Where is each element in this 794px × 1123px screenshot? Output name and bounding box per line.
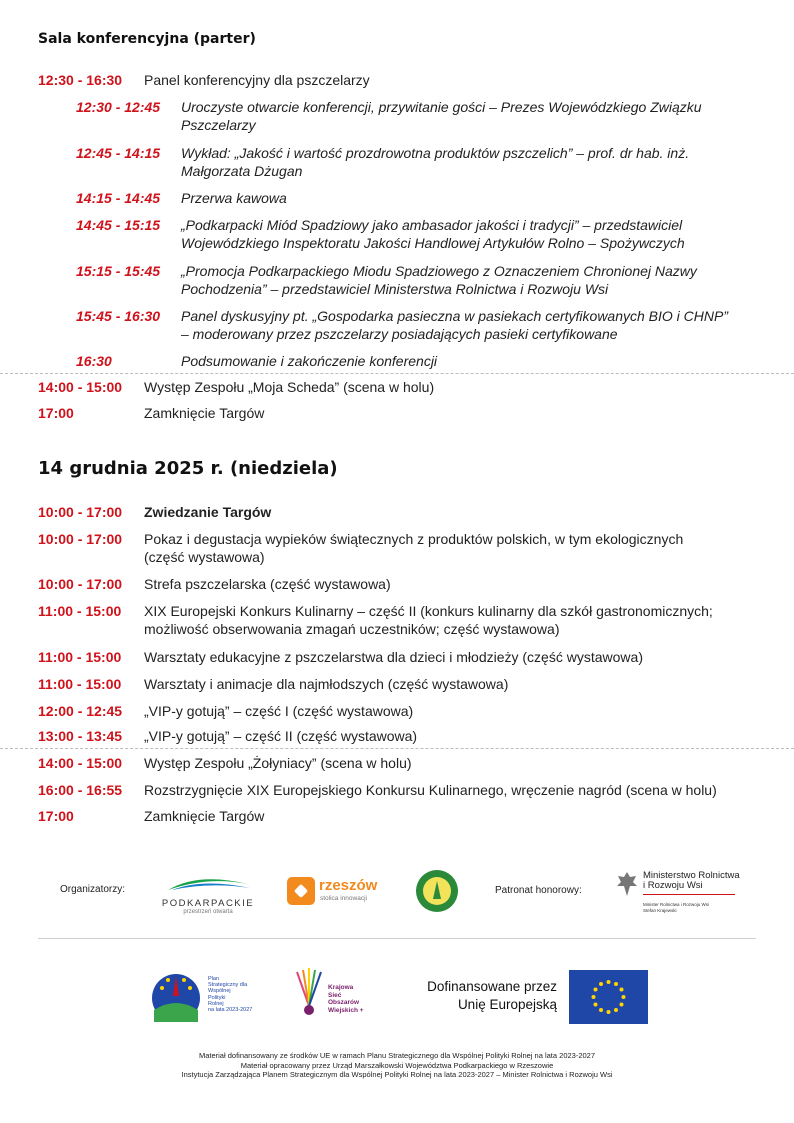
description: Panel konferencyjny dla pszczelarzy — [144, 72, 370, 88]
description: Strefa pszczelarska (część wystawowa) — [144, 576, 391, 592]
time: 16:30 — [76, 353, 112, 369]
description-line: Pokaz i degustacja wypieków świątecznych z produktów polskich, w tym ekologicznych — [144, 531, 684, 547]
schedule-row — [38, 602, 758, 638]
description-line: Przerwa kawowa — [181, 190, 287, 206]
ministry-sub-line: Stefan Krajewski — [643, 908, 677, 913]
eu-funding-text — [405, 978, 557, 1014]
divider — [0, 748, 794, 749]
schedule-row — [38, 807, 758, 825]
schedule-row — [38, 781, 758, 799]
ps-line: Rolnej — [208, 1000, 224, 1007]
schedule-row — [38, 404, 758, 422]
time: 13:00 - 13:45 — [38, 728, 123, 744]
agricultural-chamber-logo — [415, 869, 459, 913]
time: 11:00 - 15:00 — [38, 676, 122, 692]
panel-item — [76, 144, 756, 180]
ministry-underline — [643, 894, 735, 895]
time: 14:00 - 15:00 — [38, 755, 123, 771]
description: Zamknięcie Targów — [144, 405, 265, 421]
ksow-emblem-icon — [294, 966, 324, 1016]
time: 17:00 — [38, 808, 74, 824]
ps-line: na lata 2023-2027 — [208, 1007, 253, 1014]
description-line: możliwość obserwowania zmagań uczestników; część wystawowa) — [144, 621, 560, 637]
time: 17:00 — [38, 405, 74, 421]
description: „VIP-y gotują” – część II (część wystawowa) — [144, 728, 418, 744]
rzeszow-tagline: stolica innowacji — [320, 895, 367, 902]
time: 15:15 - 15:45 — [76, 263, 161, 279]
ps-line: Strategiczny dla — [208, 982, 248, 989]
panel-item — [76, 216, 756, 252]
time: 12:30 - 12:45 — [76, 99, 161, 115]
ps-line: Plan — [208, 976, 220, 982]
schedule-row — [38, 378, 758, 396]
ministry-name-line: i Rozwoju Wsi — [643, 880, 703, 891]
description-line: (część wystawowa) — [144, 549, 265, 565]
description-line: Podsumowanie i zakończenie konferencji — [181, 353, 438, 369]
patronage-label: Patronat honorowy: — [495, 885, 582, 896]
time: 10:00 - 17:00 — [38, 531, 123, 547]
description-line: – moderowany przez pszczelarzy posiadających pasieki certyfikowane — [181, 326, 618, 342]
time: 11:00 - 15:00 — [38, 603, 122, 619]
description-line: Wojewódzkiego Inspektoratu Jakości Handlowej Artykułów Rolno – Spożywczych — [181, 235, 685, 251]
organizers-label: Organizatorzy: — [60, 884, 126, 895]
schedule-row — [38, 702, 758, 720]
panel-item — [76, 98, 756, 134]
description-line: XIX Europejski Konkurs Kulinarny – część II (konkurs kulinarny dla szkół gastronomicznych; — [144, 603, 713, 619]
schedule-row — [38, 648, 758, 666]
description-line: „Podkarpacki Miód Spadziowy jako ambasador jakości i tradycji” – przedstawiciel — [181, 217, 683, 233]
rzeszow-logo — [287, 877, 387, 909]
panel-item — [76, 262, 756, 298]
footer — [0, 1051, 794, 1080]
description: „VIP-y gotują” – część I (część wystawowa) — [144, 703, 414, 719]
podkarpackie-tagline: przestrzeń otwarta — [183, 909, 233, 915]
description: Występ Zespołu „Moja Scheda” (scena w holu) — [144, 379, 435, 395]
description-line: Pochodzenia” – przedstawiciel Ministerstwa Rolnictwa i Rozwoju Wsi — [181, 281, 609, 297]
description-line: Panel dyskusyjny pt. „Gospodarka pasieczna w pasiekach certyfikowanych BIO i CHNP” — [181, 308, 729, 324]
schedule-row — [38, 530, 758, 566]
polish-eagle-icon — [615, 870, 639, 898]
description: Zamknięcie Targów — [144, 808, 265, 824]
description: Występ Zespołu „Żołyniacy” (scena w holu) — [144, 755, 412, 771]
ksow-line: Krajowa — [328, 984, 354, 991]
ministry-name-line: Ministerstwo Rolnictwa — [643, 870, 740, 881]
rzeszow-mark-icon — [287, 877, 315, 905]
day-title: 14 grudnia 2025 r. (niedziela) — [38, 458, 338, 479]
description-line: Pszczelarzy — [181, 117, 256, 133]
schedule-row — [38, 71, 758, 89]
time: 12:45 - 14:15 — [76, 145, 161, 161]
description-line: Małgorzata Dżugan — [181, 163, 303, 179]
schedule-row — [38, 575, 758, 593]
description: Warsztaty i animacje dla najmłodszych (część wystawowa) — [144, 676, 509, 692]
rzeszow-name: rzeszów — [319, 877, 378, 894]
time: 10:00 - 17:00 — [38, 504, 123, 520]
description: Zwiedzanie Targów — [144, 504, 272, 520]
description: Warsztaty edukacyjne z pszczelarstwa dla dzieci i młodzieży (część wystawowa) — [144, 649, 643, 665]
schedule-row — [38, 727, 758, 745]
time: 14:15 - 14:45 — [76, 190, 161, 206]
divider — [0, 373, 794, 374]
ministry-logo — [615, 870, 745, 918]
panel-item — [76, 352, 756, 370]
wheat-emblem-icon — [415, 869, 459, 913]
eu-flag — [569, 970, 648, 1024]
description-line: Wykład: „Jakość i wartość prozdrowotna produktów pszczelich” – prof. dr hab. inż. — [181, 145, 690, 161]
time: 11:00 - 15:00 — [38, 649, 122, 665]
footer-line: Instytucja Zarządzająca Planem Strategicznym dla Wspólnej Polityki Rolnej na lata 2023-2027 – Minister Rolnictwa i Rozwoju Wsi — [181, 1070, 613, 1079]
time: 12:30 - 16:30 — [38, 72, 123, 88]
description: Rozstrzygnięcie XIX Europejskiego Konkursu Kulinarnego, wręczenie nagród (scena w holu) — [144, 782, 717, 798]
schedule-row — [38, 503, 758, 521]
time: 14:00 - 15:00 — [38, 379, 123, 395]
footer-line: Materiał opracowany przez Urząd Marszałkowski Województwa Podkarpackiego w Rzeszowie — [240, 1060, 554, 1070]
podkarpackie-logo — [158, 870, 258, 914]
ksow-line: Wiejskich + — [328, 1006, 364, 1014]
ps-line: Wspólnej — [208, 988, 231, 995]
ksow-line: Obszarów — [328, 999, 360, 1006]
time: 14:45 - 15:15 — [76, 217, 161, 233]
podkarpackie-swoosh-icon — [158, 870, 258, 892]
plan-strategiczny-emblem-icon — [146, 966, 206, 1026]
eu-text-line: Dofinansowane przez — [427, 979, 557, 994]
panel-item — [76, 189, 756, 207]
eu-stars-icon — [569, 970, 648, 1024]
eu-text-line: Unię Europejską — [457, 997, 557, 1012]
schedule-row — [38, 675, 758, 693]
description-line: „Promocja Podkarpackiego Miodu Spadziowego z Oznaczeniem Chronionej Nazwy — [181, 263, 697, 279]
podkarpackie-name: PODKARPACKIE — [161, 898, 255, 909]
footer-line: Materiał dofinansowany ze środków UE w ramach Planu Strategicznego dla Wspólnej Polityki Rolnej na lata 2023-2027 — [198, 1051, 596, 1060]
separator-line — [38, 938, 756, 939]
plan-strategiczny-logo — [146, 966, 256, 1026]
description-line: Uroczyste otwarcie konferencji, przywitanie gości – Prezes Wojewódzkiego Związku — [181, 99, 702, 115]
time: 12:00 - 12:45 — [38, 703, 123, 719]
ps-line: Polityki — [208, 994, 226, 1001]
schedule-row — [38, 754, 758, 772]
section-title: Sala konferencyjna (parter) — [38, 31, 256, 47]
time: 16:00 - 16:55 — [38, 782, 123, 798]
time: 10:00 - 17:00 — [38, 576, 123, 592]
panel-item — [76, 307, 756, 343]
ksow-logo — [294, 966, 374, 1022]
ksow-line: Sieć — [328, 991, 342, 999]
time: 15:45 - 16:30 — [76, 308, 161, 324]
ministry-sub-line: Minister Rolnictwa i Rozwoju Wsi — [643, 902, 710, 907]
